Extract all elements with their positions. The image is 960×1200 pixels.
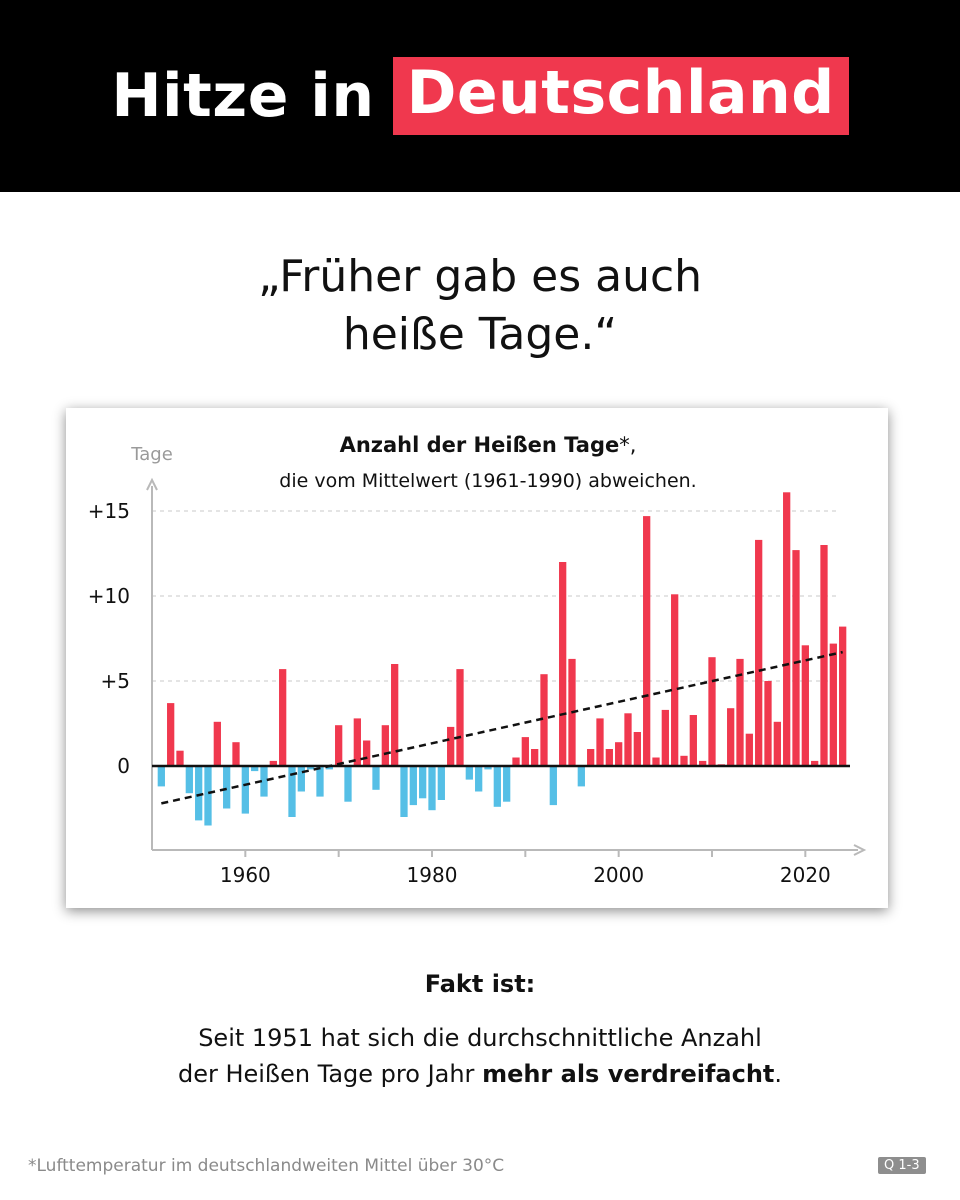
bar-1973 <box>363 741 370 767</box>
bar-1999 <box>606 749 613 766</box>
header-banner <box>0 0 960 192</box>
bar-1980 <box>428 766 435 810</box>
bar-1982 <box>447 727 454 766</box>
bar-2015 <box>755 540 762 766</box>
bar-1960 <box>242 766 249 814</box>
bar-1958 <box>223 766 230 809</box>
y-tick-label: +10 <box>87 584 130 608</box>
myth-quote <box>0 248 960 364</box>
bar-2004 <box>652 758 659 767</box>
bar-2016 <box>764 681 771 766</box>
x-tick-label: 1960 <box>219 863 271 887</box>
bar-2001 <box>624 713 631 766</box>
bar-2014 <box>746 734 753 766</box>
bar-1985 <box>475 766 482 792</box>
bar-1974 <box>372 766 379 790</box>
bar-1951 <box>158 766 165 786</box>
bar-2020 <box>802 645 809 766</box>
bar-1994 <box>559 562 566 766</box>
y-axis-label: Tage <box>131 444 173 465</box>
bar-2005 <box>662 710 669 766</box>
bar-2007 <box>680 756 687 766</box>
bar-2024 <box>839 627 846 766</box>
bar-2018 <box>783 492 790 766</box>
bar-1975 <box>382 725 389 766</box>
bar-1955 <box>195 766 202 820</box>
bar-1953 <box>176 751 183 766</box>
chart-title-suffix: *, <box>619 433 637 457</box>
bar-2023 <box>830 644 837 766</box>
bar-1983 <box>456 669 463 766</box>
bar-1966 <box>298 766 305 792</box>
x-tick-label: 2020 <box>779 863 831 887</box>
bar-1987 <box>494 766 501 807</box>
y-tick-label: +15 <box>87 499 130 523</box>
bar-1956 <box>204 766 211 826</box>
bar-1978 <box>410 766 417 805</box>
bar-2017 <box>774 722 781 766</box>
bar-2008 <box>690 715 697 766</box>
bar-2019 <box>792 550 799 766</box>
bar-2012 <box>727 708 734 766</box>
quote-line-2: heiße Tage.“ <box>342 309 618 360</box>
fact-line-2-plain: der Heißen Tage pro Jahr <box>177 1060 483 1088</box>
bar-1990 <box>522 737 529 766</box>
bar-1972 <box>354 718 361 766</box>
bar-1957 <box>214 722 221 766</box>
bar-1989 <box>512 758 519 767</box>
x-tick-label: 1980 <box>406 863 458 887</box>
fact-text <box>0 1020 960 1092</box>
fact-heading: Fakt ist: <box>424 970 536 998</box>
page-title <box>111 57 848 135</box>
fact-line-2-end: . <box>774 1060 783 1088</box>
fact-line-2-bold: mehr als verdreifacht <box>482 1060 775 1088</box>
bar-1971 <box>344 766 351 802</box>
bar-1968 <box>316 766 323 797</box>
source-badge: Q 1-3 <box>878 1157 926 1174</box>
bar-2010 <box>708 657 715 766</box>
chart-title <box>340 433 637 457</box>
bar-2003 <box>643 516 650 766</box>
title-plain: Hitze in <box>111 61 375 131</box>
footnote: *Lufttemperatur im deutschlandweiten Mittel über 30°C <box>28 1156 505 1176</box>
bar-1997 <box>587 749 594 766</box>
bar-1979 <box>419 766 426 798</box>
bar-1970 <box>335 725 342 766</box>
fact-line-1: Seit 1951 hat sich die durchschnittliche Anzahl <box>198 1024 762 1052</box>
quote-line-1: „Früher gab es auch <box>257 251 703 302</box>
x-tick-label: 2000 <box>593 863 645 887</box>
title-highlight: Deutschland <box>393 57 849 135</box>
chart-card <box>66 408 888 908</box>
y-tick-label: +5 <box>100 669 130 693</box>
bar-1954 <box>186 766 193 793</box>
chart-subtitle: die vom Mittelwert (1961-1990) abweichen. <box>279 470 697 492</box>
bar-1977 <box>400 766 407 817</box>
bar-1964 <box>279 669 286 766</box>
hot-days-chart <box>66 408 888 908</box>
bar-1952 <box>167 703 174 766</box>
bar-2006 <box>671 594 678 766</box>
y-tick-label: 0 <box>117 754 130 778</box>
bar-1984 <box>466 766 473 780</box>
bar-1988 <box>503 766 510 802</box>
bar-1996 <box>578 766 585 786</box>
chart-title-bold: Anzahl der Heißen Tage <box>339 433 620 457</box>
bar-2000 <box>615 742 622 766</box>
bar-1998 <box>596 718 603 766</box>
bar-1991 <box>531 749 538 766</box>
bar-1993 <box>550 766 557 805</box>
bar-1959 <box>232 742 239 766</box>
bar-1981 <box>438 766 445 800</box>
bar-2002 <box>634 732 641 766</box>
fact-line-2 <box>0 1056 960 1092</box>
